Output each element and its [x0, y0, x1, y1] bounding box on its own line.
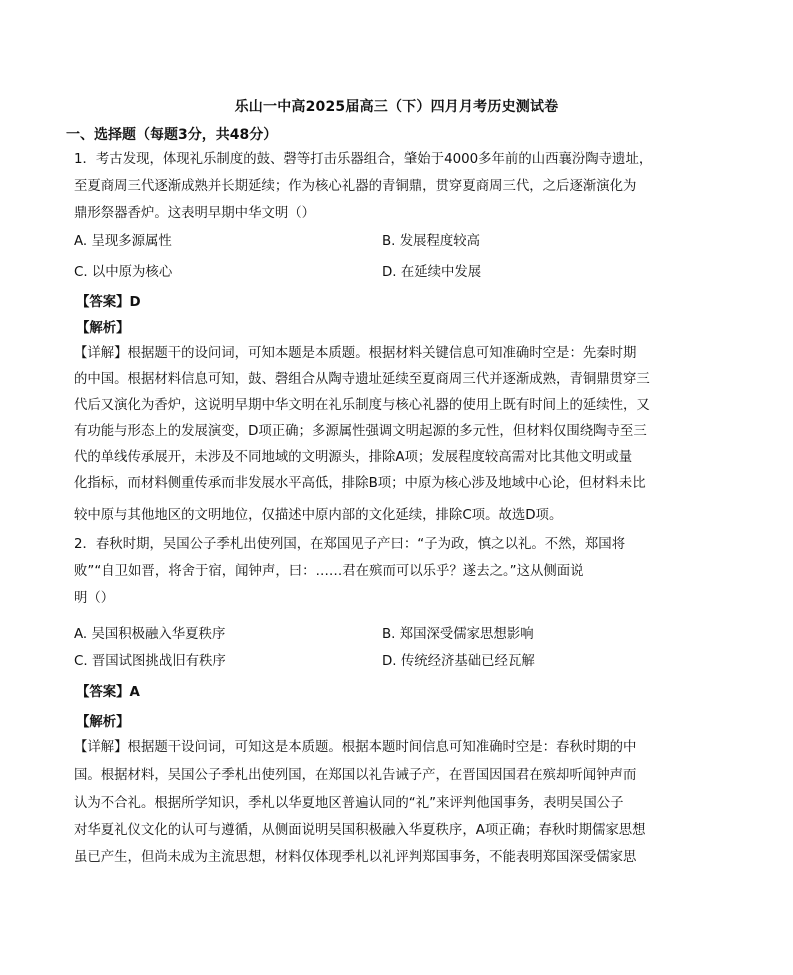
q1-analysis-label: 【解析】	[76, 321, 130, 336]
q1-stem-line-3: 鼎形祭器香炉。这表明早期中华文明（）	[74, 206, 316, 221]
q2-option-a: A. 吴国积极融入华夏秩序	[74, 627, 226, 642]
q1-detail-line-3: 代后又演化为香炉，这说明早期中华文明在礼乐制度与核心礼器的使用上既有时间上的延续性，又	[74, 398, 650, 413]
q1-option-b: B. 发展程度较高	[382, 234, 481, 249]
q2-option-b: B. 郑国深受儒家思想影响	[382, 627, 534, 642]
q2-detail-line-4: 对华夏礼仪文化的认可与遵循，从侧面说明吴国积极融入华夏秩序，A项正确；春秋时期儒家思想	[74, 823, 646, 838]
q1-option-a: A. 呈现多源属性	[74, 234, 172, 249]
q2-option-c: C. 晋国试图挑战旧有秩序	[74, 654, 226, 669]
q1-stem-line-2: 至夏商周三代逐渐成熟并长期延续；作为核心礼器的青铜鼎，贯穿夏商周三代，之后逐渐演化为	[74, 179, 637, 194]
q1-detail-line-6: 化指标，而材料侧重传承而非发展水平高低，排除B项；中原为核心涉及地域中心论，但材料未比	[74, 476, 646, 491]
q2-stem-line-2: 败”“自卫如晋，将舍于宿，闻钟声，曰：……君在殡而可以乐乎？遂去之。”这从侧面说	[74, 564, 584, 579]
q1-detail-line-7: 较中原与其他地区的文明地位，仅描述中原内部的文化延续，排除C项。故选D项。	[74, 508, 563, 523]
exam-title: 乐山一中高2025届高三（下）四月月考历史测试卷	[234, 99, 559, 115]
q2-detail-line-3: 认为不合礼。根据所学知识，季札以华夏地区普遍认同的“礼”来评判他国事务，表明吴国公子	[74, 796, 624, 811]
q2-option-d: D. 传统经济基础已经瓦解	[382, 654, 535, 669]
q2-answer: 【答案】A	[76, 685, 140, 700]
q1-detail-line-2: 的中国。根据材料信息可知，鼓、磬组合从陶寺遗址延续至夏商周三代并逐渐成熟，青铜鼎贯穿三	[74, 372, 650, 387]
q1-option-c: C. 以中原为核心	[74, 265, 173, 280]
q2-analysis-label: 【解析】	[76, 715, 130, 730]
q2-stem-line-1: 2．春秋时期，吴国公子季札出使列国，在郑国见子产曰：“子为政，慎之以礼。不然，郑国将	[74, 537, 626, 552]
q1-answer: 【答案】D	[76, 295, 141, 310]
q1-detail-line-5: 代的单线传承展开，未涉及不同地域的文明源头，排除A项；发展程度较高需对比其他文明或量	[74, 450, 633, 465]
q2-stem-line-3: 明（）	[74, 591, 115, 606]
section-heading: 一、选择题（每题3分，共48分）	[66, 127, 278, 143]
q1-detail-line-4: 有功能与形态上的发展演变，D项正确；多源属性强调文明起源的多元性，但材料仅围绕陶寺至三	[74, 424, 647, 439]
q1-stem-line-1: 1．考古发现，体现礼乐制度的鼓、磬等打击乐器组合，肇始于4000多年前的山西襄汾陶寺遗址，	[74, 152, 653, 167]
q2-detail-line-2: 国。根据材料，吴国公子季札出使列国，在郑国以礼告诫子产，在晋国因国君在殡却听闻钟声而	[74, 768, 637, 783]
q2-detail-line-1: 【详解】根据题干设问词，可知这是本质题。根据本题时间信息可知准确时空是：春秋时期的中	[74, 740, 637, 755]
q1-option-d: D. 在延续中发展	[382, 265, 482, 280]
q2-detail-line-5: 虽已产生，但尚未成为主流思想，材料仅体现季札以礼评判郑国事务，不能表明郑国深受儒家思	[74, 850, 637, 865]
q1-detail-line-1: 【详解】根据题干的设问词，可知本题是本质题。根据材料关键信息可知准确时空是：先秦时期	[74, 346, 637, 361]
